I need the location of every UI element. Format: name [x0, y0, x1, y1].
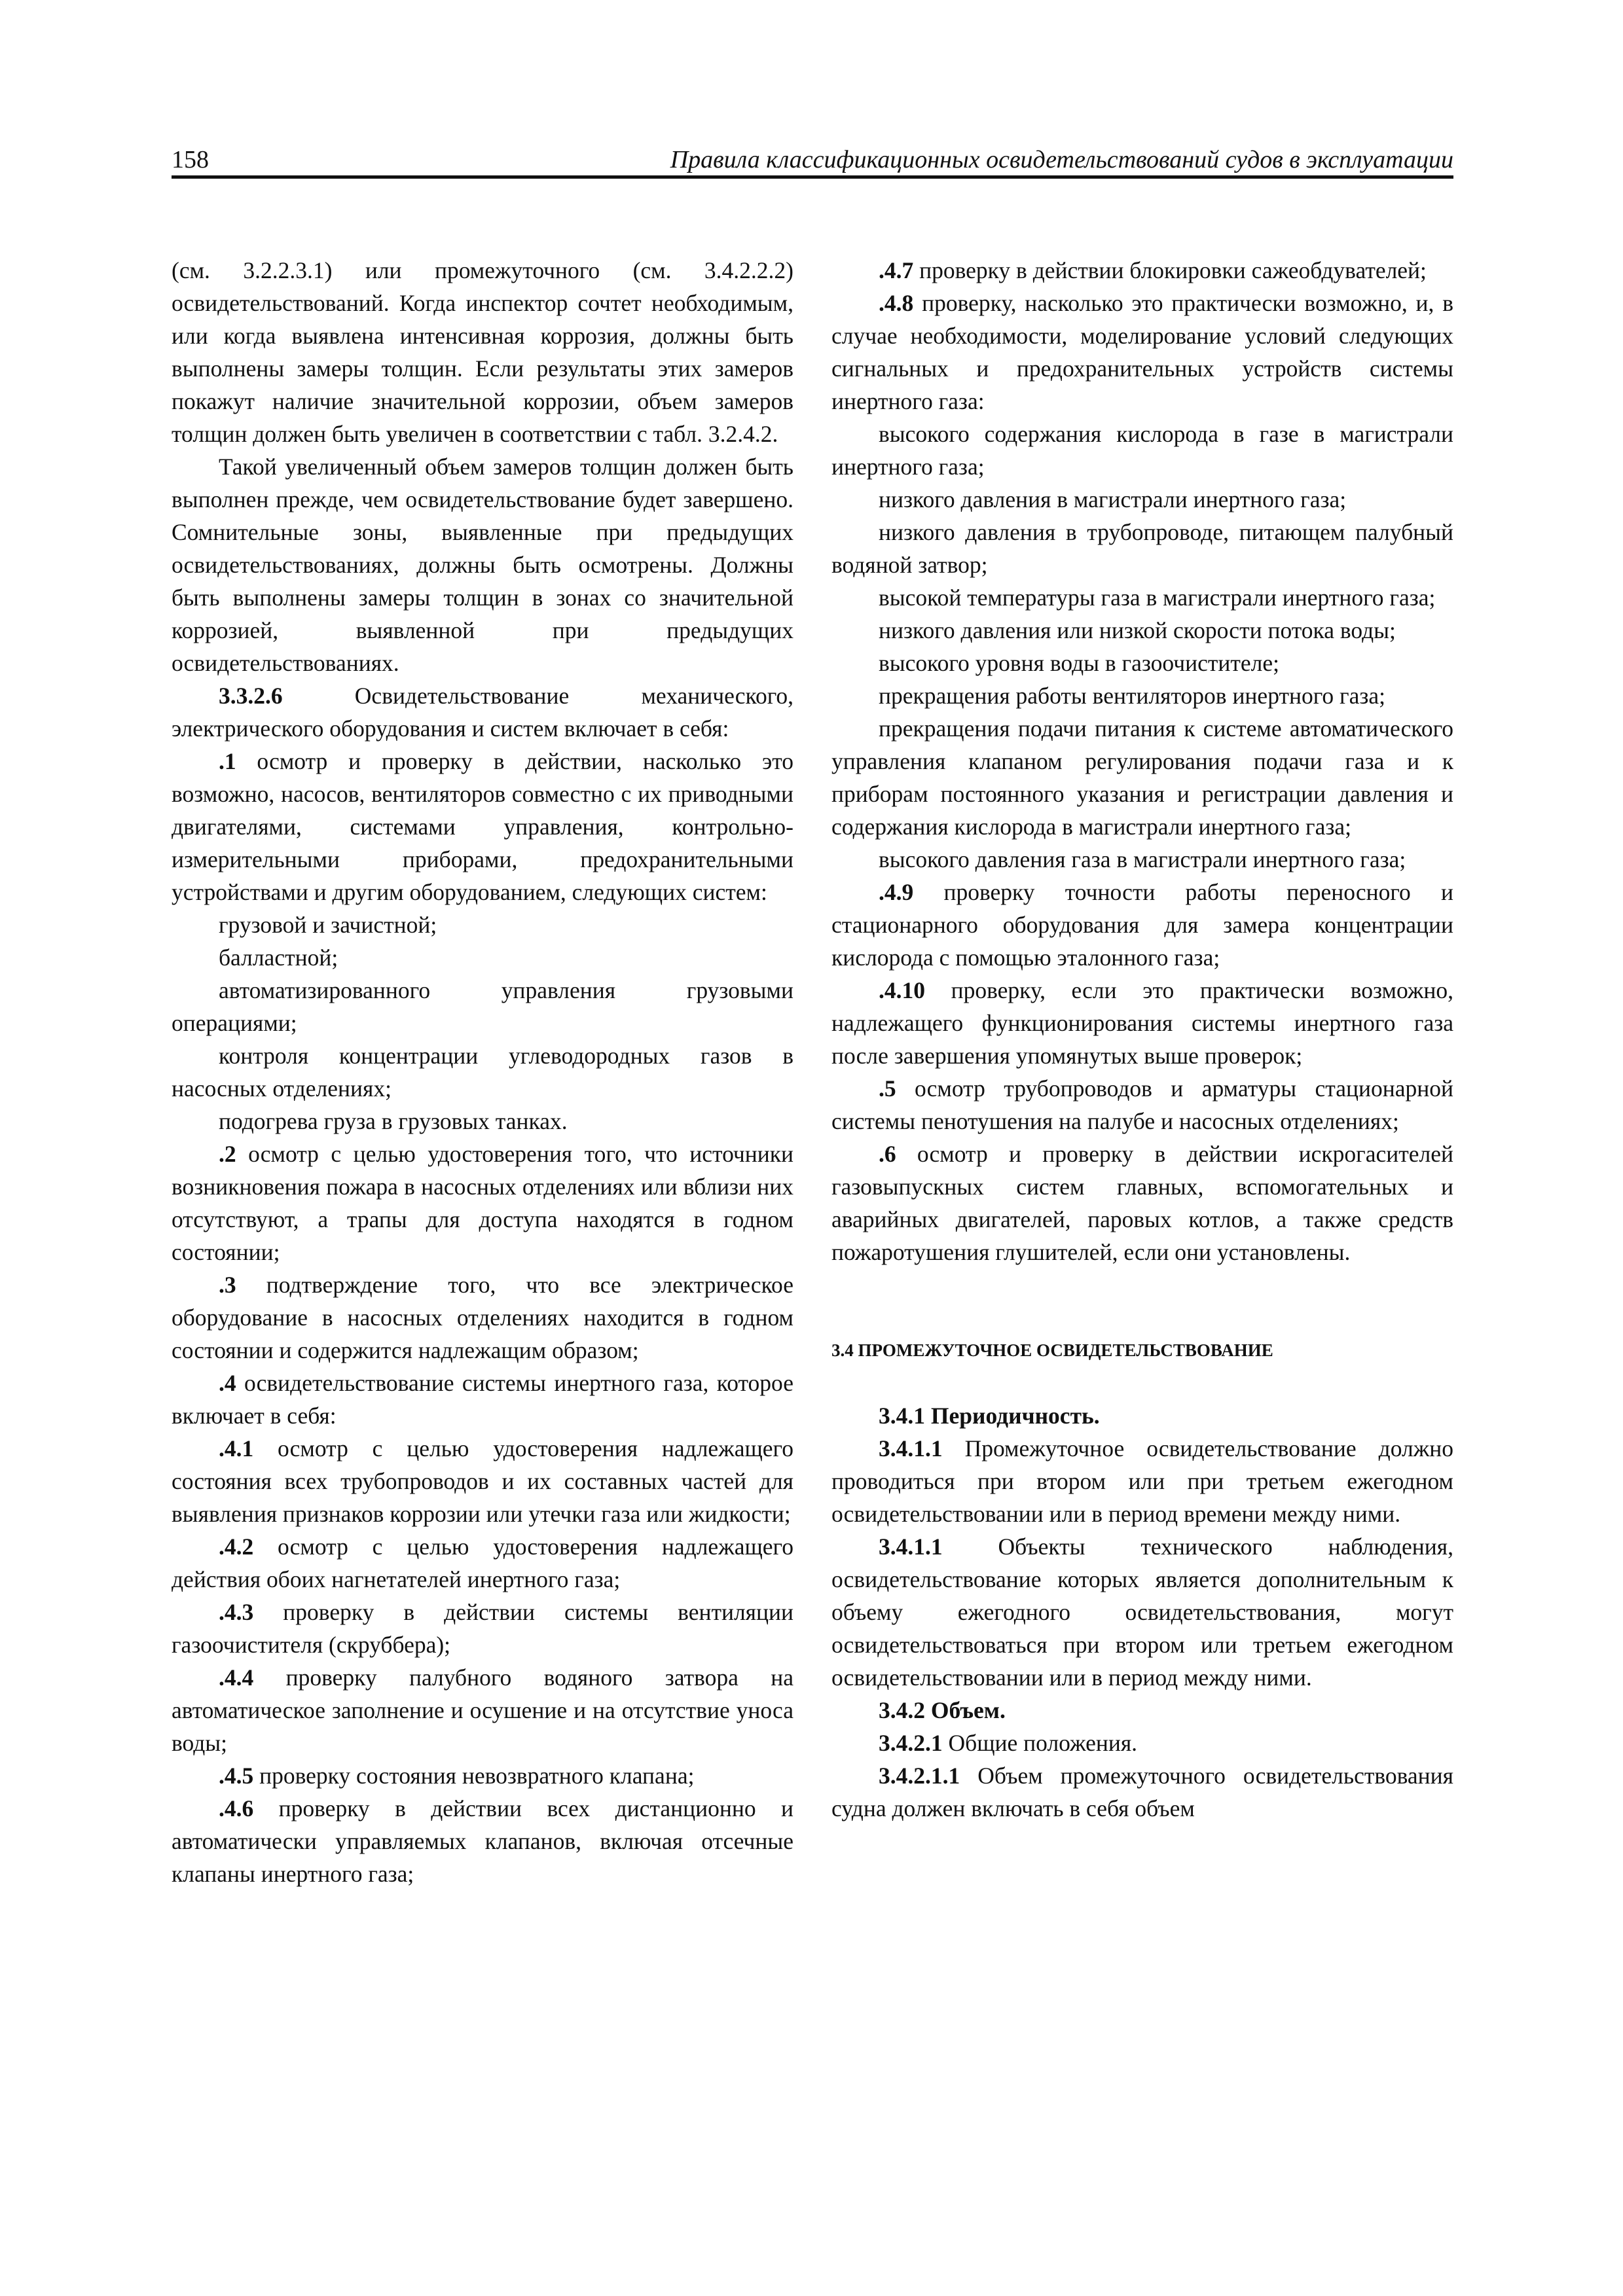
list-item: контроля концентрации углеводородных газов в насосных отделениях;	[172, 1043, 793, 1102]
subsection-heading: 3.4.1 Периодичность.	[879, 1403, 1100, 1429]
list-item: автоматизированного управления грузовыми операциями;	[172, 977, 793, 1036]
paragraph: .4.9 проверку точности работы переносного и стационарного оборудования для замера концентрации кислорода с помощью эталонного газа;	[831, 879, 1453, 971]
list-item: грузовой и зачистной;	[219, 912, 437, 938]
section-gap	[831, 1367, 1453, 1399]
list-item: высокого уровня воды в газоочистителе;	[879, 650, 1279, 676]
paragraph: 3.3.2.6 Освидетельствование механического, электрического оборудования и систем включает в себя:	[172, 683, 793, 742]
left-column	[172, 254, 793, 1890]
right-column	[831, 254, 1453, 1825]
paragraph: (см. 3.2.2.3.1) или промежуточного (см. 3.4.2.2.2) освидетельствований. Когда инспектор сочтет необходимым, или когда выявлена интенсивная коррозия, должны быть выполнены замеры толщин. Если результаты этих замеров покажут наличие значительной коррозии, объем замеров толщин должен быть увеличен в соответствии с табл. 3.2.4.2.	[172, 257, 793, 447]
page-header	[172, 143, 1453, 177]
paragraph: .4.1 осмотр с целью удостоверения надлежащего состояния всех трубопроводов и их составных частей для выявления признаков коррозии или утечки газа или жидкости;	[172, 1435, 793, 1527]
list-item: прекращения работы вентиляторов инертного газа;	[879, 683, 1385, 709]
list-item: балластной;	[219, 944, 338, 971]
paragraph: .4 освидетельствование системы инертного газа, которое включает в себя:	[172, 1370, 793, 1429]
paragraph: .4.3 проверку в действии системы вентиляции газоочистителя (скруббера);	[172, 1599, 793, 1658]
section-gap	[831, 1268, 1453, 1334]
subsection-heading: 3.4.2 Объем.	[879, 1697, 1006, 1723]
paragraph: .4.10 проверку, если это практически возможно, надлежащего функционирования системы инертного газа после завершения упомянутых выше проверок;	[831, 977, 1453, 1069]
paragraph: .4.7 проверку в действии блокировки сажеобдувателей;	[879, 257, 1427, 283]
list-item: высокого содержания кислорода в газе в магистрали инертного газа;	[831, 421, 1453, 480]
paragraph: .4.2 осмотр с целью удостоверения надлежащего действия обоих нагнетателей инертного газа;	[172, 1534, 793, 1592]
list-item: высокой температуры газа в магистрали инертного газа;	[879, 584, 1436, 611]
paragraph: .3 подтверждение того, что все электрическое оборудование в насосных отделениях находится в годном состоянии и содержится надлежащим образом;	[172, 1272, 793, 1363]
paragraph: .6 осмотр и проверку в действии искрогасителей газовыпускных систем главных, вспомогательных и аварийных двигателей, паровых котлов, а также средств пожаротушения глушителей, если они установлены.	[831, 1141, 1453, 1265]
paragraph: 3.4.2.1.1 Объем промежуточного освидетельствования судна должен включать в себя объем	[831, 1763, 1453, 1821]
paragraph: .4.8 проверку, насколько это практически возможно, и, в случае необходимости, моделирование условий следующих сигнальных и предохранительных устройств системы инертного газа:	[831, 290, 1453, 414]
list-item: низкого давления в магистрали инертного газа;	[879, 486, 1347, 512]
list-item: низкого давления или низкой скорости потока воды;	[879, 617, 1396, 643]
list-item: прекращения подачи питания к системе автоматического управления клапаном регулирования подачи газа и к приборам постоянного указания и регистрации давления и содержания кислорода в магистрали инертного газа;	[831, 715, 1453, 840]
list-item: высокого давления газа в магистрали инертного газа;	[879, 846, 1406, 872]
header-rule	[172, 175, 1453, 179]
paragraph: .4.5 проверку состояния невозвратного клапана;	[219, 1763, 695, 1789]
paragraph: .4.4 проверку палубного водяного затвора на автоматическое заполнение и осушение и на отсутствие уноса воды;	[172, 1664, 793, 1756]
paragraph: 3.4.1.1 Промежуточное освидетельствование должно проводиться при втором или при третьем ежегодном освидетельствовании или в период времени между ними.	[831, 1435, 1453, 1527]
paragraph: .5 осмотр трубопроводов и арматуры стационарной системы пенотушения на палубе и насосных отделениях;	[831, 1075, 1453, 1134]
paragraph: .4.6 проверку в действии всех дистанционно и автоматически управляемых клапанов, включая отсечные клапаны инертного газа;	[172, 1795, 793, 1887]
list-item: подогрева груза в грузовых танках.	[219, 1108, 568, 1134]
page-number: 158	[172, 146, 209, 173]
paragraph: .2 осмотр с целью удостоверения того, что источники возникновения пожара в насосных отделениях или вблизи них отсутствуют, а трапы для доступа находятся в годном состоянии;	[172, 1141, 793, 1265]
section-heading: 3.4 ПРОМЕЖУТОЧНОЕ ОСВИДЕТЕЛЬСТВОВАНИЕ	[831, 1340, 1273, 1360]
paragraph: 3.4.1.1 Объекты технического наблюдения, освидетельствование которых является дополнительным к объему ежегодного освидетельствования, могут освидетельствоваться при втором или третьем ежегодном освидетельствовании или в период между ними.	[831, 1534, 1453, 1691]
running-title: Правила классификационных освидетельствований судов в эксплуатации	[670, 146, 1453, 173]
paragraph: Такой увеличенный объем замеров толщин должен быть выполнен прежде, чем освидетельствование будет завершено. Сомнительные зоны, выявленные при предыдущих освидетельствованиях, должны быть осмотрены. Должны быть выполнены замеры толщин в зонах со значительной коррозией, выявленной при предыдущих освидетельствованиях.	[172, 454, 793, 676]
paragraph: .1 осмотр и проверку в действии, насколько это возможно, насосов, вентиляторов совместно с их приводными двигателями, системами управления, контрольно-измерительными приборами, предохранительными устройствами и другим оборудованием, следующих систем:	[172, 748, 793, 905]
list-item: низкого давления в трубопроводе, питающем палубный водяной затвор;	[831, 519, 1453, 578]
paragraph: 3.4.2.1 Общие положения.	[879, 1730, 1138, 1756]
